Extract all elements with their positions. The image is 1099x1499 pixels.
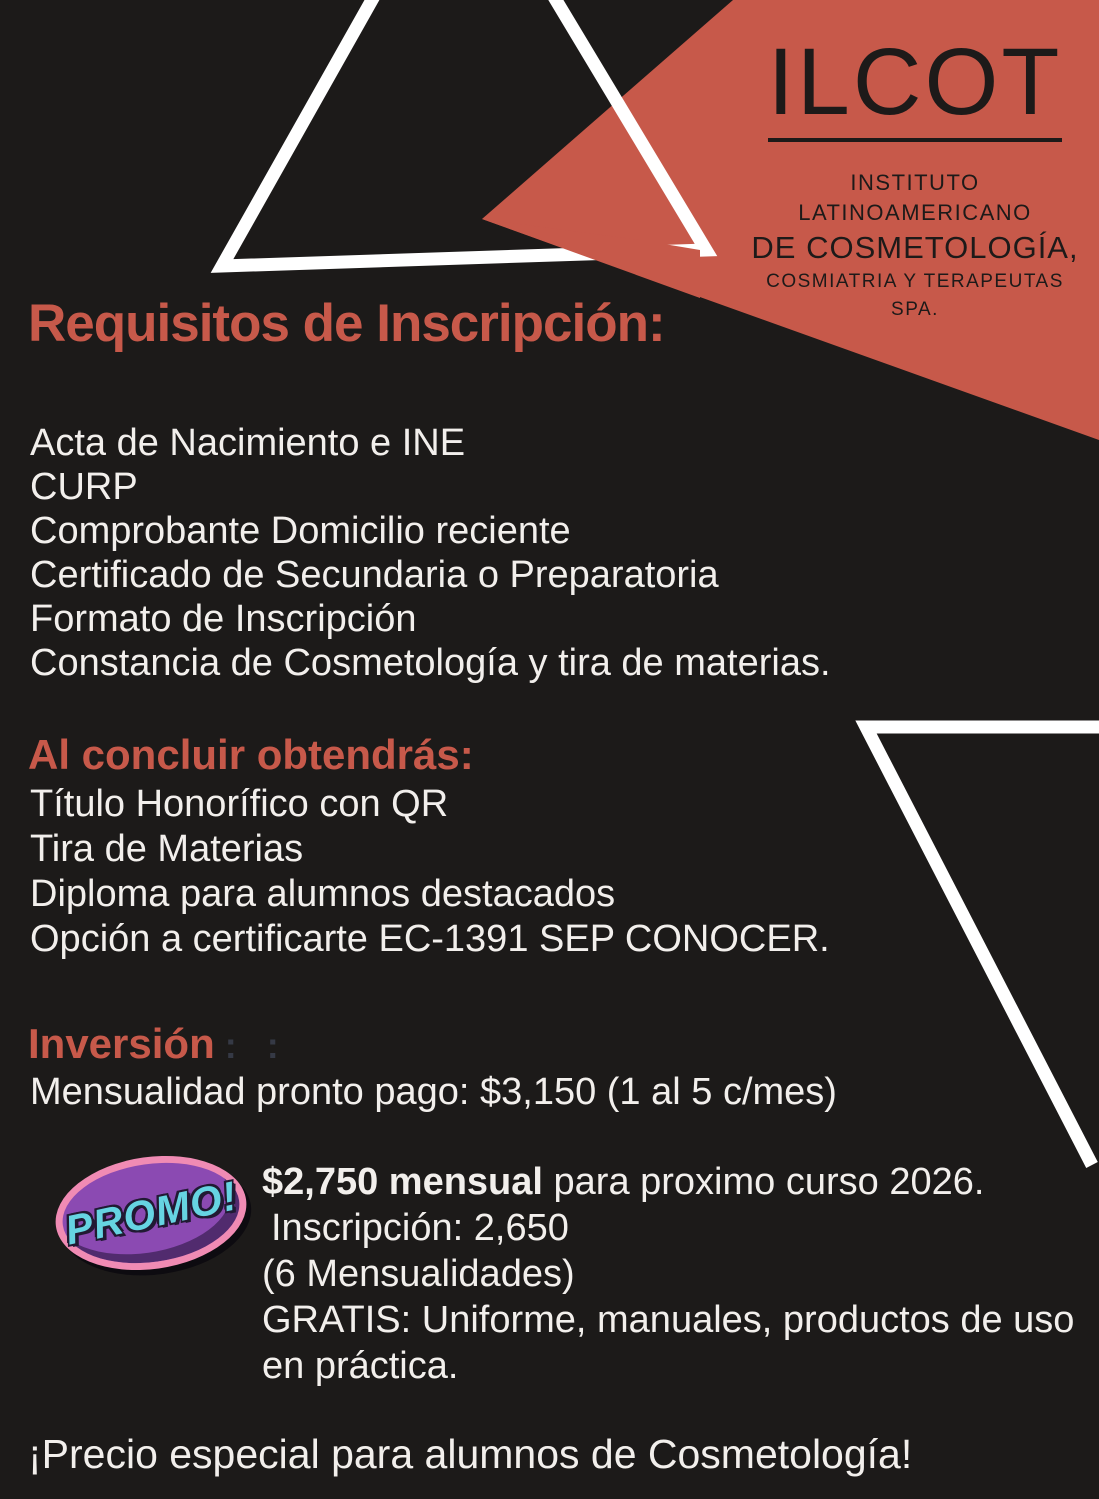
concluir-list bbox=[30, 782, 830, 962]
list-item: CURP bbox=[30, 466, 138, 508]
promo-details bbox=[262, 1159, 1099, 1389]
concluir-heading: Al concluir obtendrás: bbox=[28, 731, 474, 778]
requisitos-heading: Requisitos de Inscripción: bbox=[28, 294, 665, 353]
promo-badge-label: PROMO! bbox=[60, 1171, 242, 1254]
list-item: Tira de Materias bbox=[30, 828, 304, 870]
triangle-outline-right bbox=[866, 727, 1099, 1165]
list-item: Opción a certificarte EC-1391 SEP CONOCER. bbox=[30, 918, 830, 960]
inversion-heading-text: Inversión bbox=[28, 1020, 215, 1067]
logo-subtitle-1: INSTITUTO LATINOAMERICANO bbox=[798, 170, 1032, 225]
list-item: Constancia de Cosmetología y tira de materias. bbox=[30, 642, 831, 684]
list-item: Diploma para alumnos destacados bbox=[30, 873, 616, 915]
list-item: Certificado de Secundaria o Preparatoria bbox=[30, 554, 719, 596]
logo-wordmark: ILCOT bbox=[767, 29, 1063, 135]
promo-price-line bbox=[262, 1159, 1099, 1205]
promo-price-rest: para proximo curso 2026. bbox=[542, 1161, 985, 1203]
list-item: Formato de Inscripción bbox=[30, 598, 417, 640]
list-item: Comprobante Domicilio reciente bbox=[30, 510, 571, 552]
special-price-line: ¡Precio especial para alumnos de Cosmetología! bbox=[28, 1431, 913, 1477]
inversion-heading bbox=[28, 1020, 289, 1070]
logo-block bbox=[747, 28, 1083, 324]
inversion-faint-colons: : : bbox=[224, 1025, 289, 1066]
list-item: Título Honorífico con QR bbox=[30, 783, 449, 825]
logo-underline bbox=[768, 138, 1062, 142]
logo-subtitle-3: COSMIATRIA Y TERAPEUTAS SPA. bbox=[766, 271, 1064, 320]
promo-mensualidades-line: (6 Mensualidades) bbox=[262, 1253, 575, 1295]
promo-inscripcion-line: Inscripción: 2,650 bbox=[271, 1207, 569, 1249]
promo-price-bold: $2,750 mensual bbox=[262, 1161, 543, 1203]
logo-subtitle-2: DE COSMETOLOGÍA, bbox=[751, 230, 1079, 265]
requisitos-list bbox=[30, 421, 831, 685]
inversion-line: Mensualidad pronto pago: $3,150 (1 al 5 c/mes) bbox=[30, 1071, 837, 1113]
promo-gratis-line: GRATIS: Uniforme, manuales, productos de uso en práctica. bbox=[262, 1299, 1075, 1387]
list-item: Acta de Nacimiento e INE bbox=[30, 422, 466, 464]
